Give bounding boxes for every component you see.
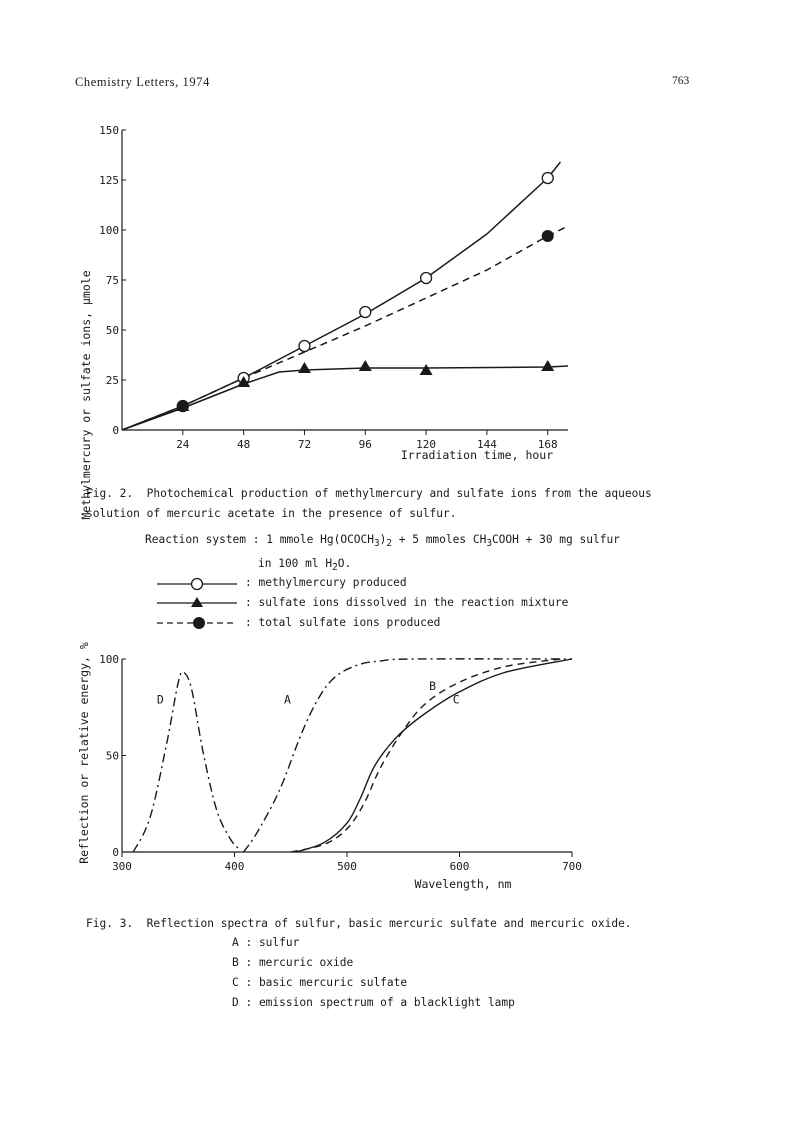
fig2-y-tick-label: 0 (112, 424, 119, 437)
fig2-point-triangle (298, 362, 311, 373)
fig3-y-axis-label: Reflection or relative energy, % (77, 642, 91, 864)
fig2-legend-label-2: : sulfate ions dissolved in the reaction mixture (245, 596, 569, 609)
fig2-point-filled-circle (542, 230, 554, 242)
fig2-y-tick-label: 100 (99, 224, 119, 237)
fig2-x-axis-label: Irradiation time, hour (400, 448, 554, 462)
fig2-x-tick-label: 168 (537, 438, 558, 451)
fig3-caption: Fig. 3. Reflection spectra of sulfur, basic mercuric sulfate and mercuric oxide. (86, 917, 632, 930)
fig2-x-tick-label: 48 (237, 438, 251, 451)
fig2-reaction-line2: in 100 ml $H_2O$. (258, 557, 352, 574)
fig2-y-tick-label: 125 (99, 174, 119, 187)
fig3-legend-C: C : basic mercuric sulfate (232, 976, 408, 989)
fig2-caption-line2: solution of mercuric acetate in the presence of sulfur. (86, 507, 457, 520)
fig3-legend-A: A : sulfur (232, 936, 300, 949)
journal-title: Chemistry Letters, 1974 (75, 75, 210, 89)
fig2-series-line-0 (122, 162, 560, 430)
fig2-point-filled-circle (177, 400, 189, 412)
fig3-curve-label-D: D (156, 692, 164, 707)
fig2-point-triangle (541, 360, 554, 371)
fig2-point-open-circle (542, 173, 553, 184)
fig2-reaction-line1: Reaction system : 1 mmole $Hg(OCOCH_3)_2 + 5$ mmoles $CH_3COOH + 30$ mg sulfur (145, 533, 620, 550)
fig2-legend-label-1: : methylmercury produced (245, 576, 407, 589)
fig3-chart (0, 640, 793, 900)
page-number: 763 (672, 75, 690, 87)
legend-symbol-total-sulfate (157, 617, 237, 629)
fig2-series-line-1 (122, 366, 568, 430)
fig2-point-open-circle (421, 273, 432, 284)
fig2-series-line-2 (122, 226, 568, 430)
fig3-curve-B (291, 659, 561, 852)
fig2-x-tick-label: 72 (297, 438, 312, 451)
legend-symbol-methylmercury (157, 579, 237, 590)
fig2-y-tick-label: 25 (105, 374, 119, 387)
fig3-x-tick-label: 500 (337, 860, 357, 873)
fig2-y-axis-label: Methylmercury or sulfate ions, μmole (79, 270, 93, 520)
fig3-curve-A (244, 659, 573, 852)
fig2-y-tick-label: 75 (105, 274, 119, 287)
fig2-x-tick-label: 24 (176, 438, 190, 451)
fig2-x-tick-label: 144 (476, 438, 497, 451)
fig2-y-tick-label: 150 (99, 124, 119, 137)
fig2-y-tick-label: 50 (105, 324, 119, 337)
fig2-point-triangle (420, 364, 433, 375)
fig3-x-axis-label: Wavelength, nm (414, 877, 512, 891)
fig3-x-tick-label: 700 (562, 860, 582, 873)
fig2-point-open-circle (360, 307, 371, 318)
fig3-y-tick-label: 0 (112, 846, 119, 859)
fig3-curve-label-B: B (429, 678, 437, 693)
fig3-x-tick-label: 300 (112, 860, 132, 873)
fig3-legend-D: D : emission spectrum of a blacklight lamp (232, 996, 515, 1009)
fig3-curve-label-A: A (284, 692, 291, 707)
fig2-x-tick-label: 96 (358, 438, 372, 451)
fig3-y-tick-label: 100 (99, 653, 119, 666)
fig3-legend-B: B : mercuric oxide (232, 956, 354, 969)
fig2-x-tick-label: 120 (416, 438, 437, 451)
fig3-x-tick-label: 600 (449, 860, 470, 873)
legend-symbol-sulfate-dissolved (157, 597, 237, 607)
fig3-x-tick-label: 400 (224, 860, 245, 873)
fig2-legend-label-3: : total sulfate ions produced (245, 616, 441, 629)
fig3-y-tick-label: 50 (105, 749, 119, 763)
fig3-curve-label-C: C (452, 692, 460, 707)
fig2-point-triangle (359, 360, 372, 371)
fig2-point-open-circle (299, 341, 310, 352)
fig2-caption-line1: Fig. 2. Photochemical production of methylmercury and sulfate ions from the aqueous (86, 487, 652, 500)
fig3-curve-D (133, 672, 240, 852)
